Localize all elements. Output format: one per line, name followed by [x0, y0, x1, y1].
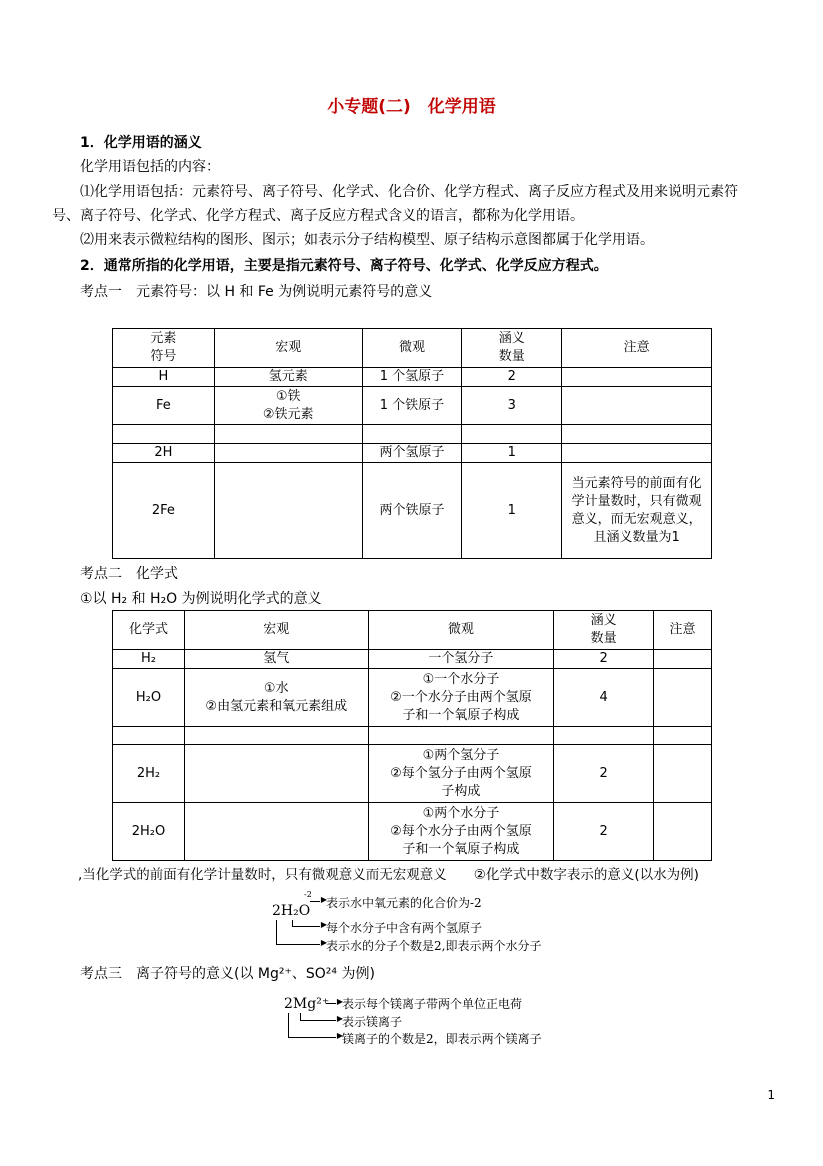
- header-count: 涵义 数量: [498, 331, 525, 364]
- table-cell: 1: [462, 463, 562, 559]
- table-row: [113, 387, 712, 425]
- table-row: [113, 727, 712, 745]
- table-row: [113, 745, 712, 803]
- kp2-sub: ①以 H₂ 和 H₂O 为例说明化学式的意义: [80, 591, 322, 607]
- table-cell: 2H₂: [113, 745, 185, 803]
- table-cell: [368, 727, 554, 745]
- header-cell: [184, 611, 368, 650]
- table-header-row: [113, 611, 712, 650]
- table-row: [113, 803, 712, 861]
- header-count: 涵义 数量: [590, 613, 617, 646]
- table-cell: 1 个铁原子: [362, 387, 462, 425]
- header-micro: 微观: [447, 622, 474, 637]
- page-title: [0, 92, 823, 117]
- table-cell: [562, 425, 712, 444]
- table-cell: 2: [462, 368, 562, 387]
- table-cell: 2: [554, 803, 654, 861]
- table-cell: 氢元素: [214, 368, 362, 387]
- arrow-icon: [326, 1003, 336, 1004]
- table-row: [113, 444, 712, 463]
- table-cell: [562, 444, 712, 463]
- header-cell: [113, 611, 185, 650]
- table-cell: 3: [462, 387, 562, 425]
- arrow-icon: [310, 901, 320, 902]
- table-cell: [654, 803, 712, 861]
- element-symbol-table: [112, 328, 712, 559]
- table-cell: ①一个水分子 ②一个水分子由两个氢原 子和一个氧原子构成: [368, 669, 554, 727]
- table-cell: 2: [554, 745, 654, 803]
- table-cell: 4: [554, 669, 654, 727]
- table-cell: 两个铁原子: [362, 463, 462, 559]
- table-cell: [214, 425, 362, 444]
- table-cell: 1 个氢原子: [362, 368, 462, 387]
- table-cell: [654, 669, 712, 727]
- header-macro: 宏观: [263, 622, 290, 637]
- header-cell: [562, 329, 712, 368]
- table-cell: ①水 ②由氢元素和氧元素组成: [184, 669, 368, 727]
- oxygen-charge: -2: [304, 890, 312, 899]
- table-row: [113, 368, 712, 387]
- table-cell: ①两个氢分子 ②每个氢分子由两个氢原 子构成: [368, 745, 554, 803]
- kp1-heading: 考点一 元素符号：以 H 和 Fe 为例说明元素符号的意义: [80, 284, 433, 300]
- table-cell: [654, 745, 712, 803]
- magnesium-ion-formula: 2Mg²⁺: [284, 996, 330, 1012]
- header-cell: [214, 329, 362, 368]
- kp3-heading: 考点三 离子符号的意义(以 Mg²⁺、SO²⁴ 为例): [80, 966, 375, 982]
- table-cell: [113, 727, 185, 745]
- arrow-icon: [316, 944, 320, 945]
- diagram-line: 表示镁离子: [342, 1015, 403, 1029]
- table-cell: H: [113, 368, 215, 387]
- diagram-line: 表示水中氧元素的化合价为-2: [326, 896, 482, 910]
- table-cell: 氢气: [184, 650, 368, 669]
- contains-text: 化学用语包括的内容：: [80, 159, 220, 175]
- table-cell: 2Fe: [113, 463, 215, 559]
- header-cell: [362, 329, 462, 368]
- table-cell: [462, 425, 562, 444]
- header-note: 注意: [623, 340, 650, 355]
- header-formula: 化学式: [128, 622, 168, 637]
- table-cell: [654, 727, 712, 745]
- table-cell: Fe: [113, 387, 215, 425]
- header-macro: 宏观: [275, 340, 302, 355]
- table-cell: [562, 387, 712, 425]
- table-cell-note: 当元素符号的前面有化学计量数时，只有微观意义，而无宏观意义，且涵义数量为1: [562, 463, 712, 559]
- table-row: [113, 463, 712, 559]
- paragraph-1a: ⑴化学用语包括：元素符号、离子符号、化学式、化合价、化学方程式、离子反应方程式及用来说明元素符: [80, 184, 738, 200]
- table-cell: ①两个水分子 ②每个水分子由两个氢原 子和一个氧原子构成: [368, 803, 554, 861]
- bracket-line: [276, 920, 317, 945]
- header-micro: 微观: [398, 340, 425, 355]
- water-meaning-diagram: [272, 890, 592, 955]
- table-cell: 1: [462, 444, 562, 463]
- table-row: [113, 650, 712, 669]
- table-cell: [654, 650, 712, 669]
- paragraph-1b: 号、离子符号、化学式、化学方程式、离子反应方程式含义的语言，都称为化学用语。: [52, 208, 584, 224]
- page-number: 1: [767, 1088, 775, 1102]
- header-cell: [554, 611, 654, 650]
- table-cell: H₂: [113, 650, 185, 669]
- table-cell: [184, 803, 368, 861]
- kp2-after-text: ,当化学式的前面有化学计量数时，只有微观意义而无宏观意义 ②化学式中数字表示的意义(以水为例): [78, 867, 699, 883]
- header-cell: [462, 329, 562, 368]
- table-cell: [184, 745, 368, 803]
- header-symbol: 元素 符号: [150, 331, 177, 364]
- kp2-heading: 考点二 化学式: [80, 566, 178, 582]
- table-cell: 一个氢分子: [368, 650, 554, 669]
- paragraph-2: ⑵用来表示微粒结构的图形、图示；如表示分子结构模型、原子结构示意图都属于化学用语。: [80, 232, 654, 248]
- diagram-line: 表示水的分子个数是2,即表示两个水分子: [326, 939, 542, 953]
- table-header-row: [113, 329, 712, 368]
- section-heading-1: 1．化学用语的涵义: [80, 135, 202, 151]
- water-formula: 2H₂O: [272, 903, 311, 919]
- bracket-line: [288, 1013, 333, 1038]
- title-prefix: 小专题(二): [327, 97, 411, 117]
- title-main: 化学用语: [427, 97, 496, 117]
- table-cell: 2H₂O: [113, 803, 185, 861]
- table-cell: 两个氢原子: [362, 444, 462, 463]
- table-cell: 2: [554, 650, 654, 669]
- diagram-line: 表示每个镁离子带两个单位正电荷: [342, 997, 523, 1011]
- diagram-line: 镁离子的个数是2，即表示两个镁离子: [342, 1032, 542, 1046]
- header-cell: [654, 611, 712, 650]
- table-cell: [113, 425, 215, 444]
- table-cell: [214, 463, 362, 559]
- table-cell: [362, 425, 462, 444]
- header-cell: [113, 329, 215, 368]
- table-cell: [214, 444, 362, 463]
- table-cell: [562, 368, 712, 387]
- header-note: 注意: [669, 622, 696, 637]
- table-cell: [184, 727, 368, 745]
- section-heading-2: 2．通常所指的化学用语，主要是指元素符号、离子符号、化学式、化学反应方程式。: [80, 258, 608, 274]
- table-cell: 2H: [113, 444, 215, 463]
- table-cell: ①铁 ②铁元素: [214, 387, 362, 425]
- arrow-icon: [332, 1037, 336, 1038]
- table-row: [113, 669, 712, 727]
- table-row: [113, 425, 712, 444]
- chemical-formula-table: [112, 610, 712, 861]
- diagram-line: 每个水分子中含有两个氢原子: [326, 921, 483, 935]
- header-cell: [368, 611, 554, 650]
- table-cell: H₂O: [113, 669, 185, 727]
- ion-meaning-diagram: [284, 993, 584, 1053]
- table-cell: [554, 727, 654, 745]
